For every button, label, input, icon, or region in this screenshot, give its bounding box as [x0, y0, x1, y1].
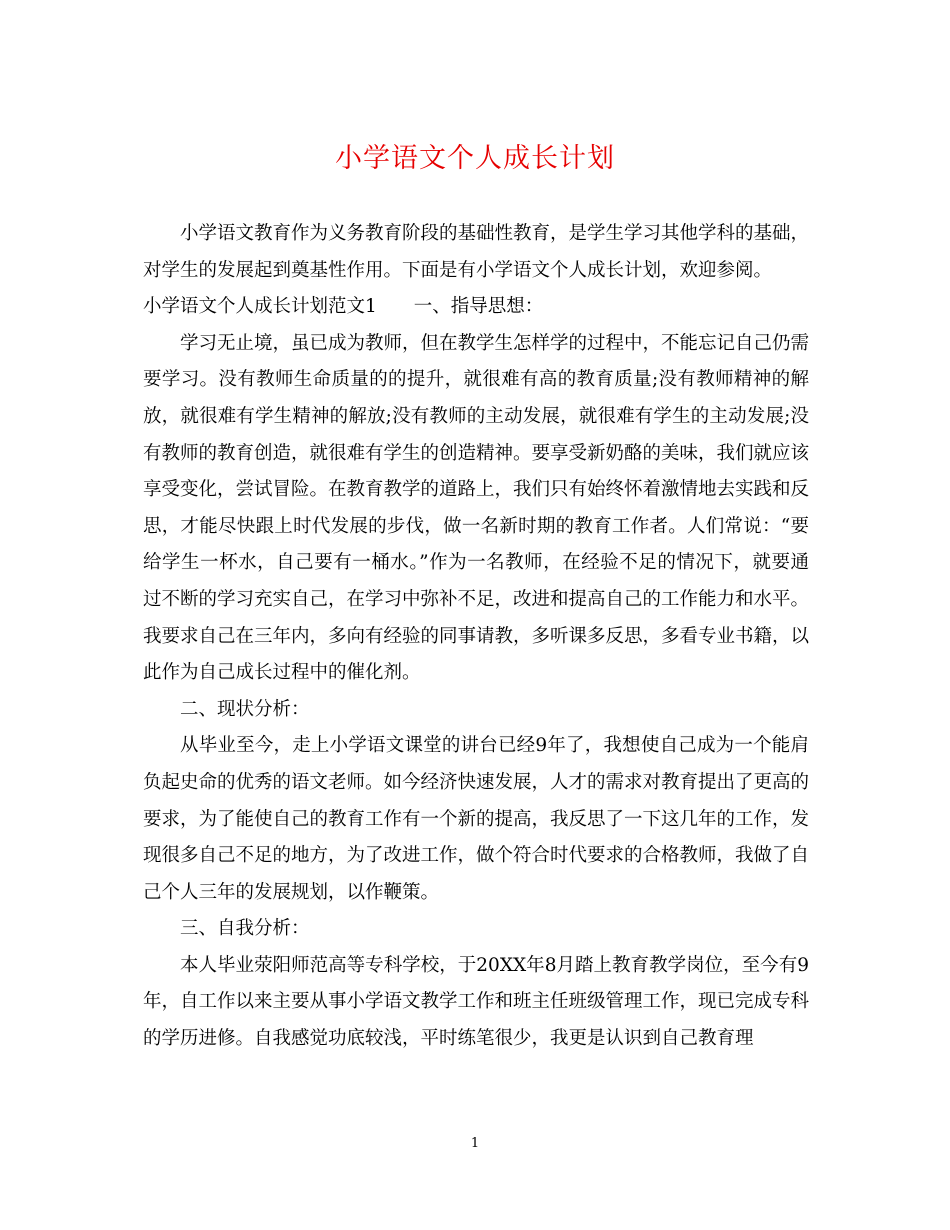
page-number: 1: [470, 1136, 480, 1151]
intro-paragraph: 小学语文教育作为义务教育阶段的基础性教育，是学生学习其他学科的基础，对学生的发展起到奠基性作用。下面是有小学语文个人成长计划，欢迎参阅。: [143, 223, 810, 281]
section-heading-guiding-thought: 小学语文个人成长计划范文1 一、指导思想：: [143, 296, 544, 318]
status-analysis-paragraph: 从毕业至今，走上小学语文课堂的讲台已经9年了，我想使自己成为一个能肩负起史命的优秀的语文老师。如今经济快速发展，人才的需求对教育提出了更高的要求，为了能使自己的教育工作有一个新的提高，我反思了一下这几年的工作，发现很多自己不足的地方，为了改进工作，做个符合时代要求的合格教师，我做了自己个人三年的发展规划，以作鞭策。: [143, 735, 810, 903]
section-heading-self-analysis: 三、自我分析：: [180, 918, 310, 940]
document-body: [143, 216, 809, 1058]
guiding-thought-paragraph: 学习无止境，虽已成为教师，但在教学生怎样学的过程中，不能忘记自己仍需要学习。没有教师生命质量的的提升，就很难有高的教育质量;没有教师精神的解放，就很难有学生精神的解放;没有教师的主动发展，就很难有学生的主动发展;没有教师的教育创造，就很难有学生的创造精神。要享受新奶酪的美味，我们就应该享受变化，尝试冒险。在教育教学的道路上，我们只有始终怀着激情地去实践和反思，才能尽快跟上时代发展的步伐，做一名新时期的教育工作者。人们常说：“要给学生一杯水，自己要有一桶水。”作为一名教师，在经验不足的情况下，就要通过不断的学习充实自己，在学习中弥补不足，改进和提高自己的工作能力和水平。我要求自己在三年内，多向有经验的同事请教，多听课多反思，多看专业书籍，以此作为自己成长过程中的催化剂。: [143, 332, 810, 684]
section-heading-status-analysis: 二、现状分析：: [180, 698, 310, 720]
self-analysis-paragraph: 本人毕业荥阳师范高等专科学校，于20XX年8月踏上教育教学岗位，至今有9年，自工作以来主要从事小学语文教学工作和班主任班级管理工作，现已完成专科的学历进修。自我感觉功底较浅，平时练笔很少，我更是认识到自己教育理: [143, 954, 810, 1050]
document-title: 小学语文个人成长计划: [335, 143, 615, 174]
